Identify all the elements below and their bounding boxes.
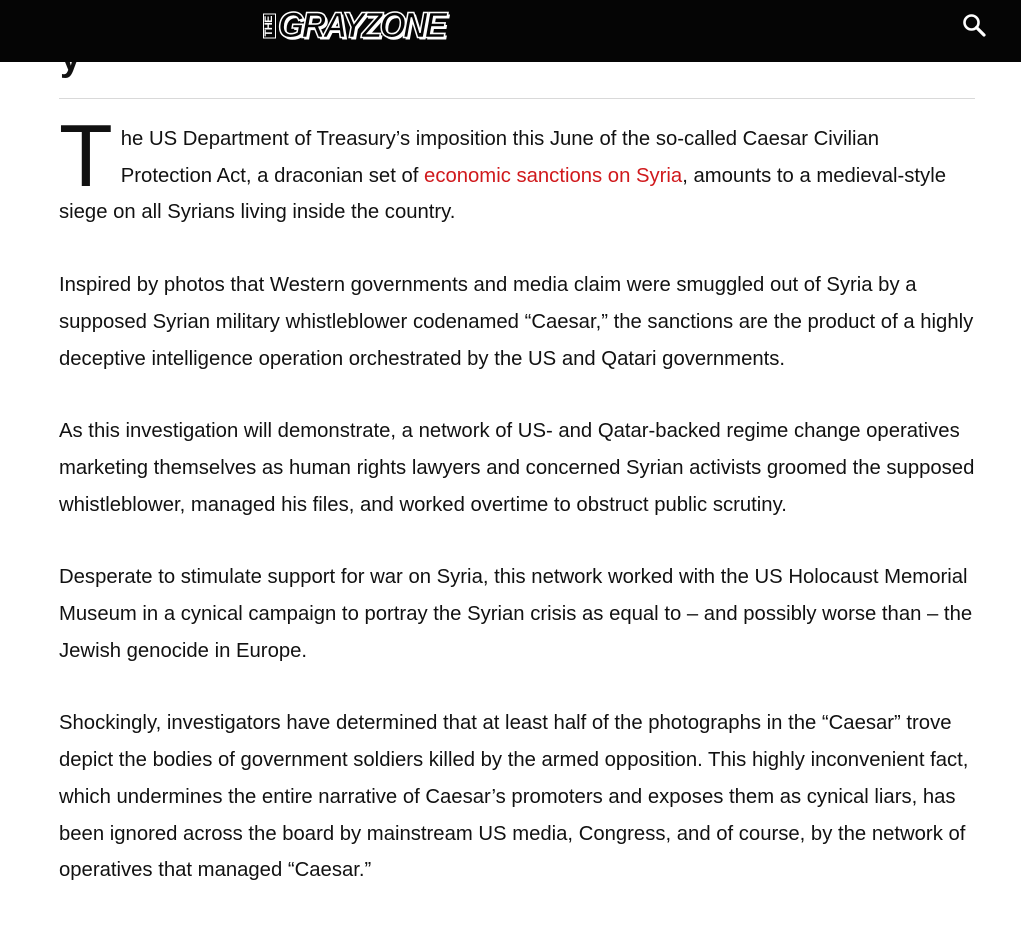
article-paragraph-1: [59, 106, 975, 231]
article-paragraph-2: Inspired by photos that Western governments and media claim were smuggled out of Syria by a supposed Syrian military whistleblower codenamed “Caesar,” the sanctions are the product of a highly deceptive intelligence operation orchestrated by the US and Qatari governments.: [59, 274, 974, 370]
article-paragraph-3: As this investigation will demonstrate, a network of US- and Qatar-backed regime change operatives marketing themselves as human rights lawyers and concerned Syrian activists groomed the supposed whistleblower, managed his files, and worked overtime to obstruct public scrutiny.: [59, 420, 975, 516]
economic-sanctions-link[interactable]: economic sanctions on Syria: [424, 164, 683, 187]
search-icon: [960, 11, 988, 39]
search-button[interactable]: [960, 11, 988, 39]
title-divider: [59, 98, 975, 99]
article-body: [59, 106, 975, 925]
paragraph-text: he US Department of Treasury’s imposition this June of the so-called Caesar Civilian Protection Act, a draconian set of: [120, 128, 880, 187]
logo-name-text: GRAYZONE: [278, 6, 445, 46]
paragraph-text: , amounts to a medieval-style siege on all Syrians living inside the country.: [59, 164, 946, 224]
top-navigation-bar: [0, 0, 1021, 62]
article-paragraph-5: Shockingly, investigators have determined that at least half of the photographs in the “Caesar” trove depict the bodies of government soldiers killed by the armed opposition. This highly inconvenient fact, which undermines the entire narrative of Caesar’s promoters and exposes them as cynical liars, has been ignored across the board by mainstream US media, Congress, and of course, by the network of operatives that managed “Caesar.”: [59, 712, 969, 882]
article-paragraph-4: Desperate to stimulate support for war on Syria, this network worked with the US Holocaust Memorial Museum in a cynical campaign to portray the Syrian crisis as equal to – and possibly worse than – the Jewish genocide in Europe.: [59, 566, 973, 662]
site-logo[interactable]: [263, 8, 444, 44]
logo-the-text: THE: [263, 15, 275, 37]
drop-cap: T: [59, 106, 113, 205]
